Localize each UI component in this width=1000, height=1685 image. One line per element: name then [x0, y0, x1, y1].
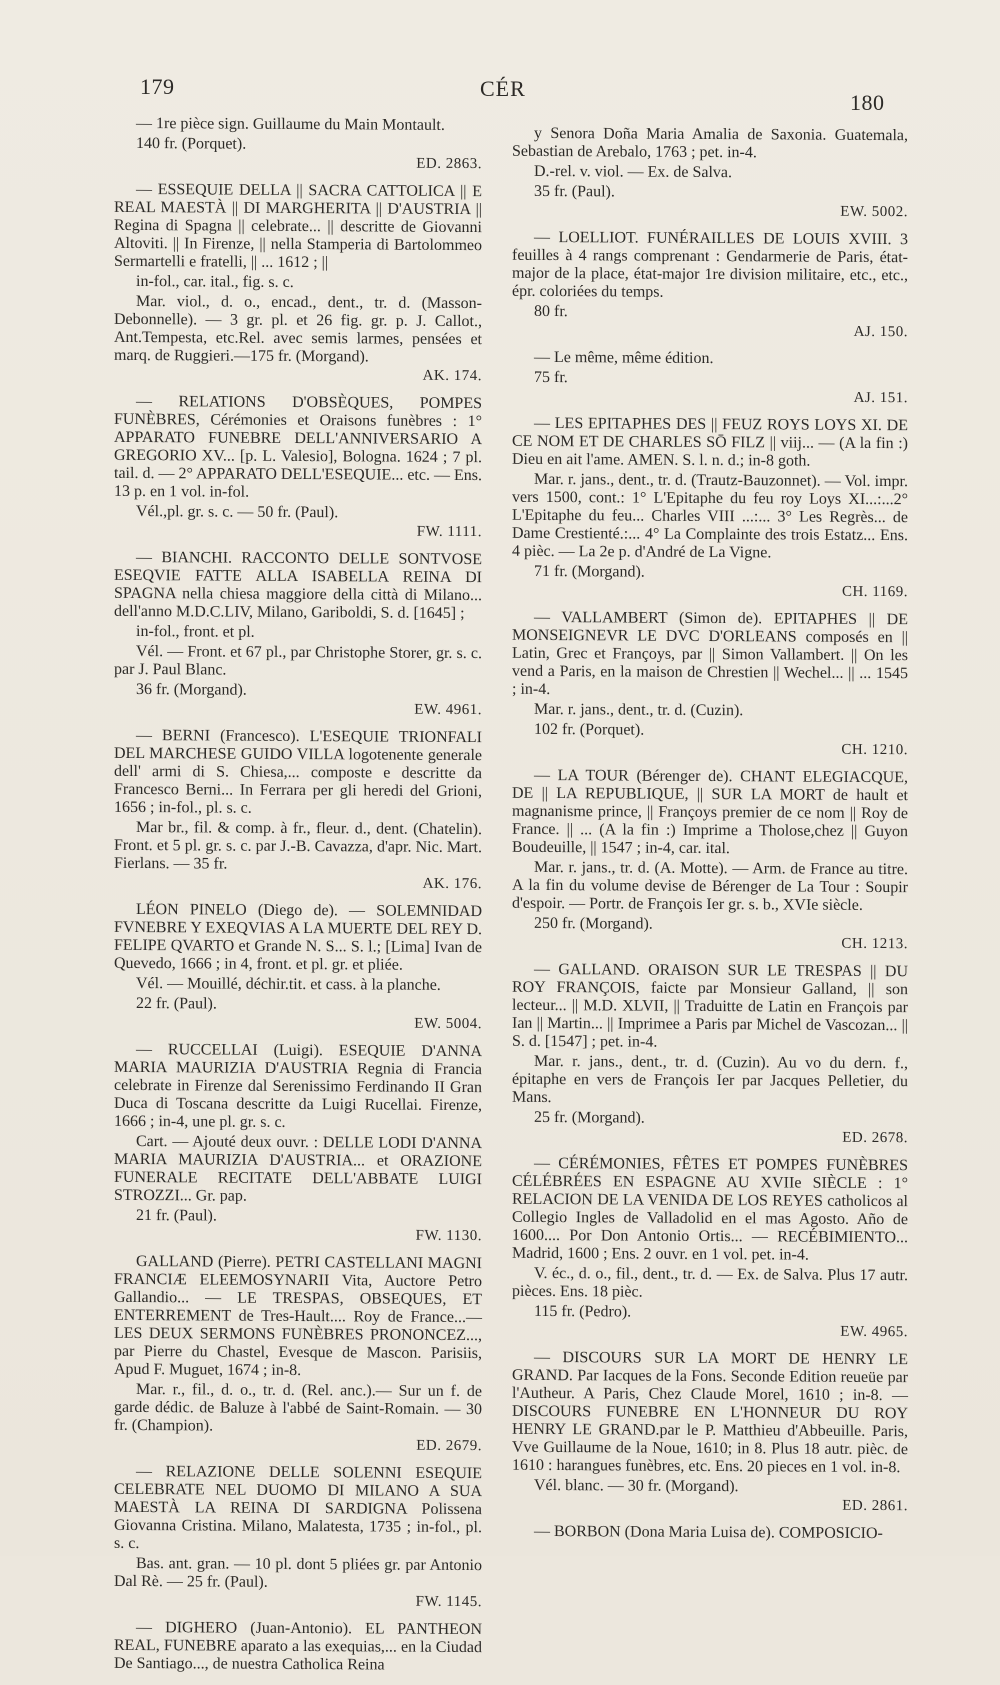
catalog-entry — [512, 767, 908, 953]
entry-text: — RELATIONS D'OBSÈQUES, POMPES FUNÈBRES, Cérémonies et Oraisons funèbres : 1° APPARATO FUNEBRE DELL'ANNIVERSARIO A GREGORIO XV... [p. L. Valesio], Bologna. 1624 ; 7 pl. tail. d. — 2° APPARATO DELL'ESEQUIE... etc. — Ens. 13 p. en 1 vol. in-fol. — [114, 393, 482, 501]
catalog-code: AK. 176. — [422, 875, 482, 893]
entry-text: 21 fr. (Paul). — [136, 1207, 217, 1225]
catalog-code: FW. 1130. — [415, 1227, 482, 1245]
running-head: CÉR — [480, 76, 526, 101]
entry-text: Mar br., fil. & comp. à fr., fleur. d., dent. (Chatelin). Front. et 5 pl. gr. s. c. par J.-B. Cavazza, d'apr. Nic. Mart. Fierlans. — 35 fr. — [114, 819, 482, 873]
catalog-code: CH. 1169. — [841, 583, 908, 601]
catalog-code: AJ. 151. — [853, 389, 908, 407]
entry-text: 22 fr. (Paul). — [136, 995, 217, 1013]
entry-text: — BIANCHI. RACCONTO DELLE SONTVOSE ESEQVIE FATTE ALLA ISABELLA REINA DI SPAGNA nella chiesa maggiore della città di Milano... dell'anno M.D.C.LIV, Milano, Gariboldi, S. d. [1645] ; — [114, 549, 482, 623]
catalog-entry — [114, 1253, 482, 1455]
catalog-entry — [512, 1155, 908, 1341]
catalog-code: FW. 1145. — [415, 1593, 482, 1611]
entry-text: 75 fr. — [534, 368, 568, 387]
catalog-entry — [114, 1619, 482, 1675]
catalog-code: EW. 4965. — [840, 1323, 908, 1341]
left-column — [114, 115, 482, 1685]
catalog-entry — [114, 181, 482, 385]
catalog-code: AJ. 150. — [853, 323, 908, 341]
left-page-number: 179 — [140, 74, 175, 99]
catalog-code: CH. 1213. — [841, 935, 908, 953]
entry-text: 71 fr. (Morgand). — [534, 562, 645, 581]
catalog-entry — [114, 393, 482, 541]
entry-text: Cart. — Ajouté deux ouvr. : DELLE LODI D'ANNA MARIA MAURIZIA D'AUSTRIA... et ORAZIONE FUNERALE RECITATE DELL'ABBATE LUIGI STROZZI... Gr. pap. — [114, 1133, 482, 1205]
catalog-entry — [512, 1523, 908, 1543]
entry-text: — LA TOUR (Bérenger de). CHANT ELEGIACQUE, DE || LA REPUBLIQUE, || SUR LA MORT de hault et magnanisme prince, || Françoys premier de ce nom || Roy de France. || ... (A la fin :) Imprime a Tholose,chez || Guyon Boudeuille, || 1547 ; in-4, car. ital. — [512, 766, 908, 858]
catalog-entry — [512, 349, 908, 407]
entry-text: Mar. r. jans., dent., tr. d. (Cuzin). Au vo du dern. f., épitaphe en vers de François Ier par Jacques Pelletier, du Mans. — [512, 1052, 908, 1107]
entry-text: 80 fr. — [534, 302, 568, 321]
entry-text: — DISCOURS SUR LA MORT DE HENRY LE GRAND. Par Iacques de la Fons. Seconde Edition reueüe par l'Autheur. A Paris, Chez Claude Morel, 1610 ; in-8. — DISCOURS FUNEBRE EN L'HONNEUR DU ROY HENRY LE GRAND.par le P. Matthieu d'Abbeuille. Paris, Vve Guillaume de la Noue, 1610; in 8. Plus 18 autr. pièc. de 1610 : harangues funèbres, etc. Ens. 20 pieces en 1 vol. in-8. — [512, 1348, 908, 1477]
right-column — [512, 125, 908, 1553]
entry-text: 140 fr. (Porquet). — [136, 135, 247, 153]
entry-text: — GALLAND. ORAISON SUR LE TRESPAS || DU ROY FRANÇOIS, faicte par Monsieur Galland, || son lecteur... || M.D. XLVII, || Traduitte de Latin en François par Ian || Martin... || Imprimee a Paris par Michel de Vascozan... || S. d. [1547] ; pet. in-4. — [512, 960, 908, 1051]
entry-text: GALLAND (Pierre). PETRI CASTELLANI MAGNI FRANCIÆ ELEEMOSYNARII Vita, Auctore Petro Gallandio... — LE TRESPAS, OBSEQUES, ET ENTERREMENT de Tres-Hault.... Roy de France...— LES DEUX SERMONS FUNÈBRES PRONONCEZ..., par Pierre du Chastel, Evesque de Mascon. Parisiis, Apud F. Muguet, 1674 ; in-8. — [114, 1253, 482, 1380]
entry-text: — CÉRÉMONIES, FÊTES ET POMPES FUNÈBRES CÉLÉBRÉES EN ESPAGNE AU XVIIe SIÈCLE : 1° RELACION DE LA VENIDA DE LOS REYES catholicos al Collegio Ingles de Valladolid en el mas Agosto. Año de 1600.... Por Don Antonio Ortis... — RECÉBIMIENTO... Madrid, 1600 ; Ens. 2 ouvr. en 1 vol. pet. in-4. — [512, 1154, 908, 1264]
entry-text: — ESSEQUIE DELLA || SACRA CATTOLICA || E REAL MAESTÀ || DI MARGHERITA || D'AUSTRIA || Regina di Spagna || celebrate... || descritte de Giovanni Altoviti. || In Firenze, || nella Stamperia di Bartolommeo Sermartelli e fratelli, || ... 1612 ; || — [114, 181, 482, 272]
catalog-entry — [114, 1463, 482, 1611]
catalog-code: EW. 5002. — [840, 203, 908, 221]
catalog-code: ED. 2861. — [842, 1497, 908, 1515]
catalog-code: AK. 174. — [422, 367, 482, 385]
entry-text: — RUCCELLAI (Luigi). ESEQUIE D'ANNA MARIA MAURIZIA D'AUSTRIA Regnia di Francia celebrate in Firenze dal Serenissimo Ferdinando II Gran Duca di Toscana descritte da Luigi Rucellai. Firenze, 1666 ; in-4, une pl. gr. s. c. — [114, 1041, 482, 1131]
right-page-number: 180 — [850, 90, 885, 115]
entry-text: Mar. r., fil., d. o., tr. d. (Rel. anc.).— Sur un f. de garde dédic. de Baluze à l'abbé de Saint-Romain. — 30 fr. (Champion). — [114, 1381, 482, 1435]
catalog-code: ED. 2678. — [842, 1129, 908, 1147]
entry-text: — BORBON (Dona Maria Luisa de). COMPOSICIO- — [534, 1522, 883, 1543]
catalog-code: FW. 1111. — [416, 523, 482, 541]
entry-text: 250 fr. (Morgand). — [534, 914, 653, 933]
entry-text: Bas. ant. gran. — 10 pl. dont 5 pliées gr. par Antonio Dal Rè. — 25 fr. (Paul). — [114, 1555, 482, 1591]
entry-text: — LOELLIOT. FUNÉRAILLES DE LOUIS XVIII. 3 feuilles à 4 rangs comprenant : Gendarmerie de Paris, état-major de la place, état-major 1re division militaire, etc., etc., épr. coloriées du temps. — [512, 228, 908, 301]
entry-text: — LES EPITAPHES DES || FEUZ ROYS LOYS XI. DE CE NOM ET DE CHARLES SŌ FILZ || viij... — (A la fin :) Dieu en ait l'ame. AMEN. S. l. n. d.; in-8 goth. — [512, 414, 908, 470]
entry-text: — Le même, même édition. — [534, 348, 714, 368]
entry-text: Vél. — Mouillé, déchir.tit. et cass. à la planche. — [136, 975, 441, 994]
catalog-entry — [114, 1041, 482, 1245]
entry-text: 36 fr. (Morgand). — [136, 681, 247, 699]
catalog-entry — [114, 901, 482, 1033]
entry-text: Vél. — Front. et 67 pl., par Christophe Storer, gr. s. c. par J. Paul Blanc. — [114, 643, 482, 679]
catalog-entry — [512, 229, 908, 341]
entry-text: — RELAZIONE DELLE SOLENNI ESEQUIE CELEBRATE NEL DUOMO DI MILANO A SUA MAESTÀ LA REINA DI SARDIGNA Polissena Giovanna Cristina. Milano, Malatesta, 1735 ; in-fol., pl. s. c. — [114, 1463, 482, 1553]
entry-text: Vél. blanc. — 30 fr. (Morgand). — [534, 1476, 739, 1496]
entry-text: 115 fr. (Pedro). — [534, 1302, 632, 1321]
entry-text: in-fol., car. ital., fig. s. c. — [136, 273, 294, 291]
catalog-entry — [512, 609, 908, 759]
entry-text: — 1re pièce sign. Guillaume du Main Montault. — [136, 115, 445, 134]
entry-text: in-fol., front. et pl. — [136, 623, 255, 641]
entry-text: 25 fr. (Morgand). — [534, 1108, 645, 1127]
catalog-entry — [512, 415, 908, 601]
catalog-entry — [512, 961, 908, 1147]
entry-text: Mar. r. jans., dent., tr. d. (Trautz-Bauzonnet). — Vol. impr. vers 1500, cont.: 1° L'Epitaphe du feu roy Loys XI...:...2° L'Epitaphe du feu... Charles VIII ...:... 3° Les Regrès... de Dame Crestienté.:... 4° La Complainte des trois Estatz... Ens. 4 pièc. — La 2e p. d'André de La Vigne. — [512, 470, 908, 562]
catalog-code: EW. 5004. — [414, 1015, 482, 1033]
entry-text: 35 fr. (Paul). — [534, 182, 615, 201]
entry-text: Mar. viol., d. o., encad., dent., tr. d. (Masson-Debonnelle). — 3 gr. pl. et 26 fig. gr. p. J. Callot., Ant.Tempesta, etc.Rel. avec semis larmes, pensées et marq. de Ruggieri.—175 fr. (Morgand). — [114, 293, 482, 366]
entry-text: V. éc., d. o., fil., dent., tr. d. — Ex. de Salva. Plus 17 autr. pièces. Ens. 18 pièc. — [512, 1264, 908, 1301]
entry-text: Mar. r. jans., tr. d. (A. Motte). — Arm. de France au titre. A la fin du volume devise de Bérenger de La Tour : Soupir d'espoir. — Portr. de François Ier gr. s. b., XVIe siècle. — [512, 858, 908, 914]
entry-text: LÉON PINELO (Diego de). — SOLEMNIDAD FVNEBRE Y EXEQVIAS A LA MUERTE DEL REY D. FELIPE QVARTO et Grande N. S... S. l.; [Lima] Ivan de Quevedo, 1666 ; in 4, front. et pl. gr. et pliée. — [114, 901, 482, 974]
catalog-code: CH. 1210. — [841, 741, 908, 759]
catalog-entry — [512, 1349, 908, 1515]
entry-text: — VALLAMBERT (Simon de). EPITAPHES || DE MONSEIGNEVR LE DVC D'ORLEANS composés en || Latin, Grec et Françoys, par || Simon Vallambert. || On les vend a Paris, en la maison de Chrestien || Wechel... || ... 1545 ; in-4. — [512, 608, 908, 699]
catalog-entry — [114, 549, 482, 719]
catalog-entry — [114, 115, 482, 173]
entry-text: — BERNI (Francesco). L'ESEQUIE TRIONFALI DEL MARCHESE GUIDO VILLA logotenente generale dell' armi di S. Chiesa,... composte e descritte da Francesco Berni... In Ferrara per gli heredi del Grioni, 1656 ; in-fol., pl. s. c. — [114, 727, 482, 817]
entry-text: Mar. r. jans., dent., tr. d. (Cuzin). — [534, 700, 744, 720]
catalog-code: EW. 4961. — [414, 701, 482, 719]
entry-text: 102 fr. (Porquet). — [534, 720, 645, 739]
entry-text: D.-rel. v. viol. — Ex. de Salva. — [534, 162, 733, 182]
entry-text: Vél.,pl. gr. s. c. — 50 fr. (Paul). — [136, 503, 339, 522]
entry-text: y Senora Doña Maria Amalia de Saxonia. Guatemala, Sebastian de Arebalo, 1763 ; pet. in-4. — [512, 124, 908, 162]
catalog-code: ED. 2679. — [416, 1437, 482, 1455]
entry-text: — DIGHERO (Juan-Antonio). EL PANTHEON REAL, FUNEBRE aparato a las exequias,... en la Ciudad De Santiago..., de nuestra Catholica Reina — [114, 1619, 482, 1674]
catalog-entry — [114, 727, 482, 893]
catalog-entry — [512, 125, 908, 221]
page-header — [0, 74, 1000, 114]
catalog-code: ED. 2863. — [416, 155, 482, 173]
